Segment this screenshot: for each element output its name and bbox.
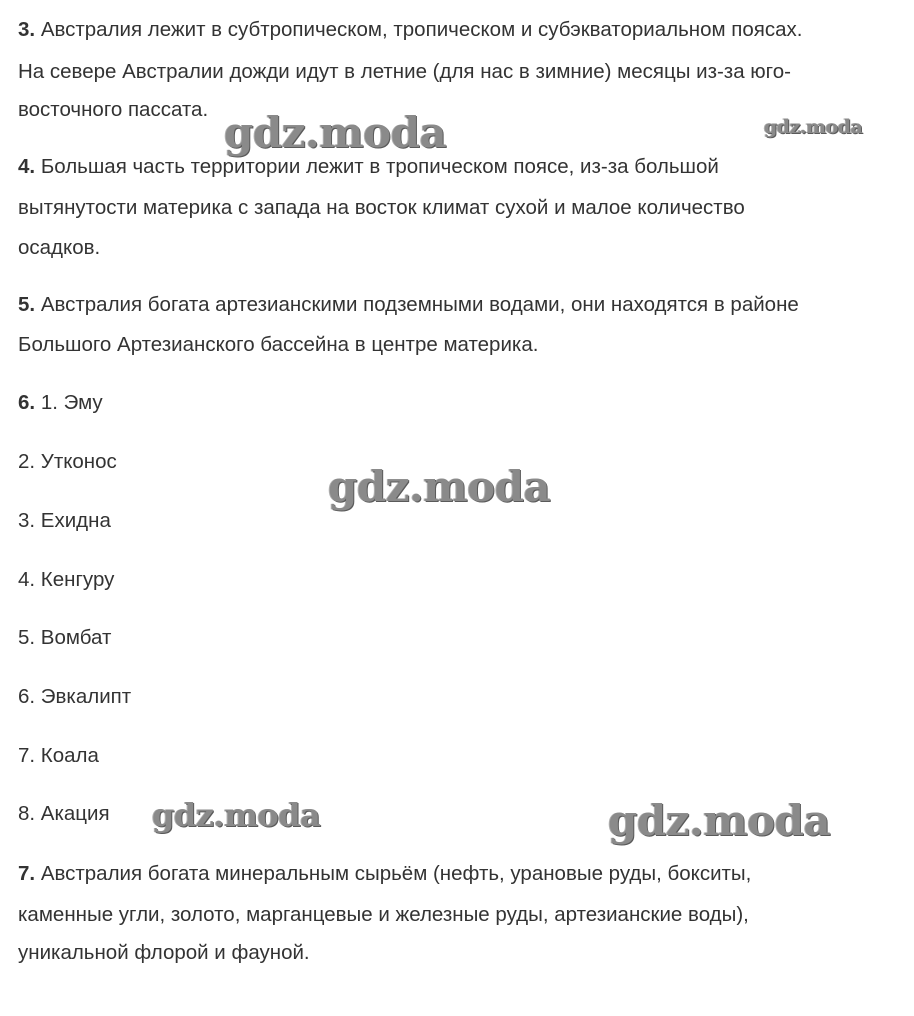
watermark: gdz.moda — [224, 108, 447, 157]
answer-5-number: 5. — [18, 293, 36, 316]
answer-3-line-3: восточного пассата. — [18, 98, 209, 121]
answer-6-item-6: 6. Эвкалипт — [18, 685, 132, 708]
answer-4-line-2: вытянутости материка с запада на восток климат сухой и малое количество — [18, 196, 745, 219]
answer-5-line-1: 5. Австралия богата артезианскими подземными водами, они находятся в районе — [18, 293, 799, 316]
answer-3-number: 3. — [18, 18, 36, 41]
answer-4-line-1: 4. Большая часть территории лежит в тропическом поясе, из-за большой — [18, 155, 719, 178]
answer-4-number: 4. — [18, 155, 36, 178]
answer-7-line-3: уникальной флорой и фауной. — [18, 941, 310, 964]
watermark: gdz.moda — [764, 116, 863, 138]
answer-5-line-2: Большого Артезианского бассейна в центре материка. — [18, 333, 539, 356]
watermark: gdz.moda — [608, 796, 831, 845]
answer-6-item-5: 5. Вомбат — [18, 626, 112, 649]
answer-6-number: 6. — [18, 391, 36, 414]
answer-6-item-2: 2. Утконос — [18, 450, 117, 473]
answer-6-item-1: 6. 1. Эму — [18, 391, 103, 414]
answer-4-line-3: осадков. — [18, 236, 101, 259]
answer-6-item-3: 3. Ехидна — [18, 509, 111, 532]
answer-3-line-2: На севере Австралии дожди идут в летние (для нас в зимние) месяцы из-за юго- — [18, 60, 791, 83]
answer-7-line-1: 7. Австралия богата минеральным сырьём (нефть, урановые руды, бокситы, — [18, 862, 752, 885]
answer-6-item-7: 7. Коала — [18, 744, 99, 767]
watermark: gdz.moda — [328, 462, 551, 511]
answer-3-line-1: 3. Австралия лежит в субтропическом, тропическом и субэкваториальном поясах. — [18, 18, 803, 41]
watermark: gdz.moda — [152, 796, 321, 834]
answer-7-number: 7. — [18, 862, 36, 885]
answer-6-item-8: 8. Акация — [18, 802, 110, 825]
answer-7-line-2: каменные угли, золото, марганцевые и железные руды, артезианские воды), — [18, 903, 749, 926]
answer-6-item-4: 4. Кенгуру — [18, 568, 115, 591]
